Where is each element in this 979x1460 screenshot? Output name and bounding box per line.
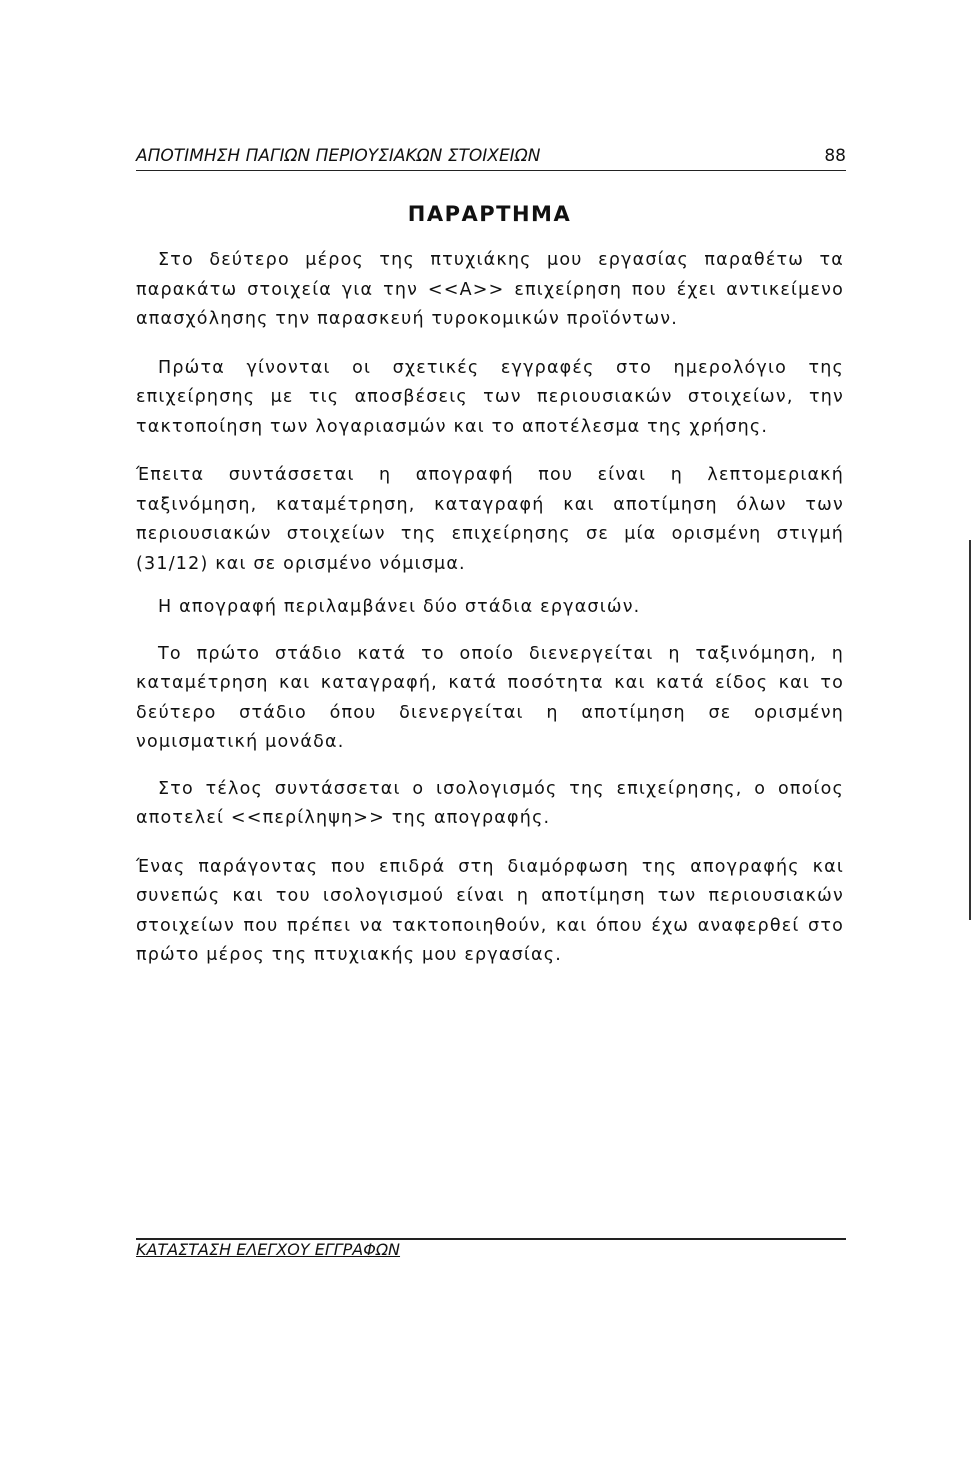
paragraph-first-stage: Το πρώτο στάδιο κατά το οποίο διενεργείται η ταξινόμηση, η καταμέτρηση και καταγραφή, κατά ποσότητα και κατά είδος και το δεύτερο στάδιο όπου διενεργείται η αποτίμηση σε ορισμένη νομισματική μονάδα. — [136, 643, 844, 752]
paragraph-journal-entries: Πρώτα γίνονται οι σχετικές εγγραφές στο ημερολόγιο της επιχείρησης με τις αποσβέσεις των περιουσιακών στοιχείων, την τακτοποίηση των λογαριασμών και το αποτέλεσμα της χρήσης. — [136, 357, 844, 437]
paragraph-stages: Η απογραφή περιλαμβάνει δύο στάδια εργασιών. — [158, 597, 641, 617]
running-title: ΑΠΟΤΙΜΗΣΗ ΠΑΓΙΩΝ ΠΕΡΙΟΥΣΙΑΚΩΝ ΣΤΟΙΧΕΙΩΝ — [136, 146, 541, 166]
paragraph-intro: Στο δεύτερο μέρος της πτυχιάκης μου εργασίας παραθέτω τα παρακάτω στοιχεία για την <<Α>> επιχείρηση που έχει αντικείμενο απασχόλησης την παρασκευή τυροκομικών προϊόντων. — [136, 250, 844, 329]
section-title: ΠΑΡΑΡΤΗΜΑ — [407, 202, 572, 226]
page-header — [136, 146, 846, 171]
paragraph-balance-sheet: Στο τέλος συντάσσεται ο ισολογισμός της επιχείρησης, ο οποίος αποτελεί <<περίληψη>> της απογραφής. — [136, 778, 844, 828]
paragraph-inventory: Έπειτα συντάσσεται η απογραφή που είναι η λεπτομεριακή ταξινόμηση, καταμέτρηση, καταγραφή και αποτίμηση όλων των περιουσιακών στοιχείων της επιχείρησης σε μία ορισμένη στιγμή (31/12) και σε ορισμένο νόμισμα. — [136, 465, 844, 574]
page-number: 88 — [824, 146, 846, 166]
margin-rule — [969, 540, 971, 920]
body-text — [136, 246, 844, 971]
paragraph-valuation-factor: Ένας παράγοντας που επιδρά στη διαμόρφωση της απογραφής και συνεπώς και του ισολογισμού είναι η αποτίμηση των περιουσιακών στοιχείων που πρέπει να τακτοποιηθούν, και όπου έχω αναφερθεί στο πρώτο μέρος της πτυχιακής μου εργασίας. — [136, 856, 844, 965]
page-footer: ΚΑΤΑΣΤΑΣΗ ΕΛΕΓΧΟΥ ΕΓΓΡΑΦΩΝ — [136, 1240, 401, 1259]
